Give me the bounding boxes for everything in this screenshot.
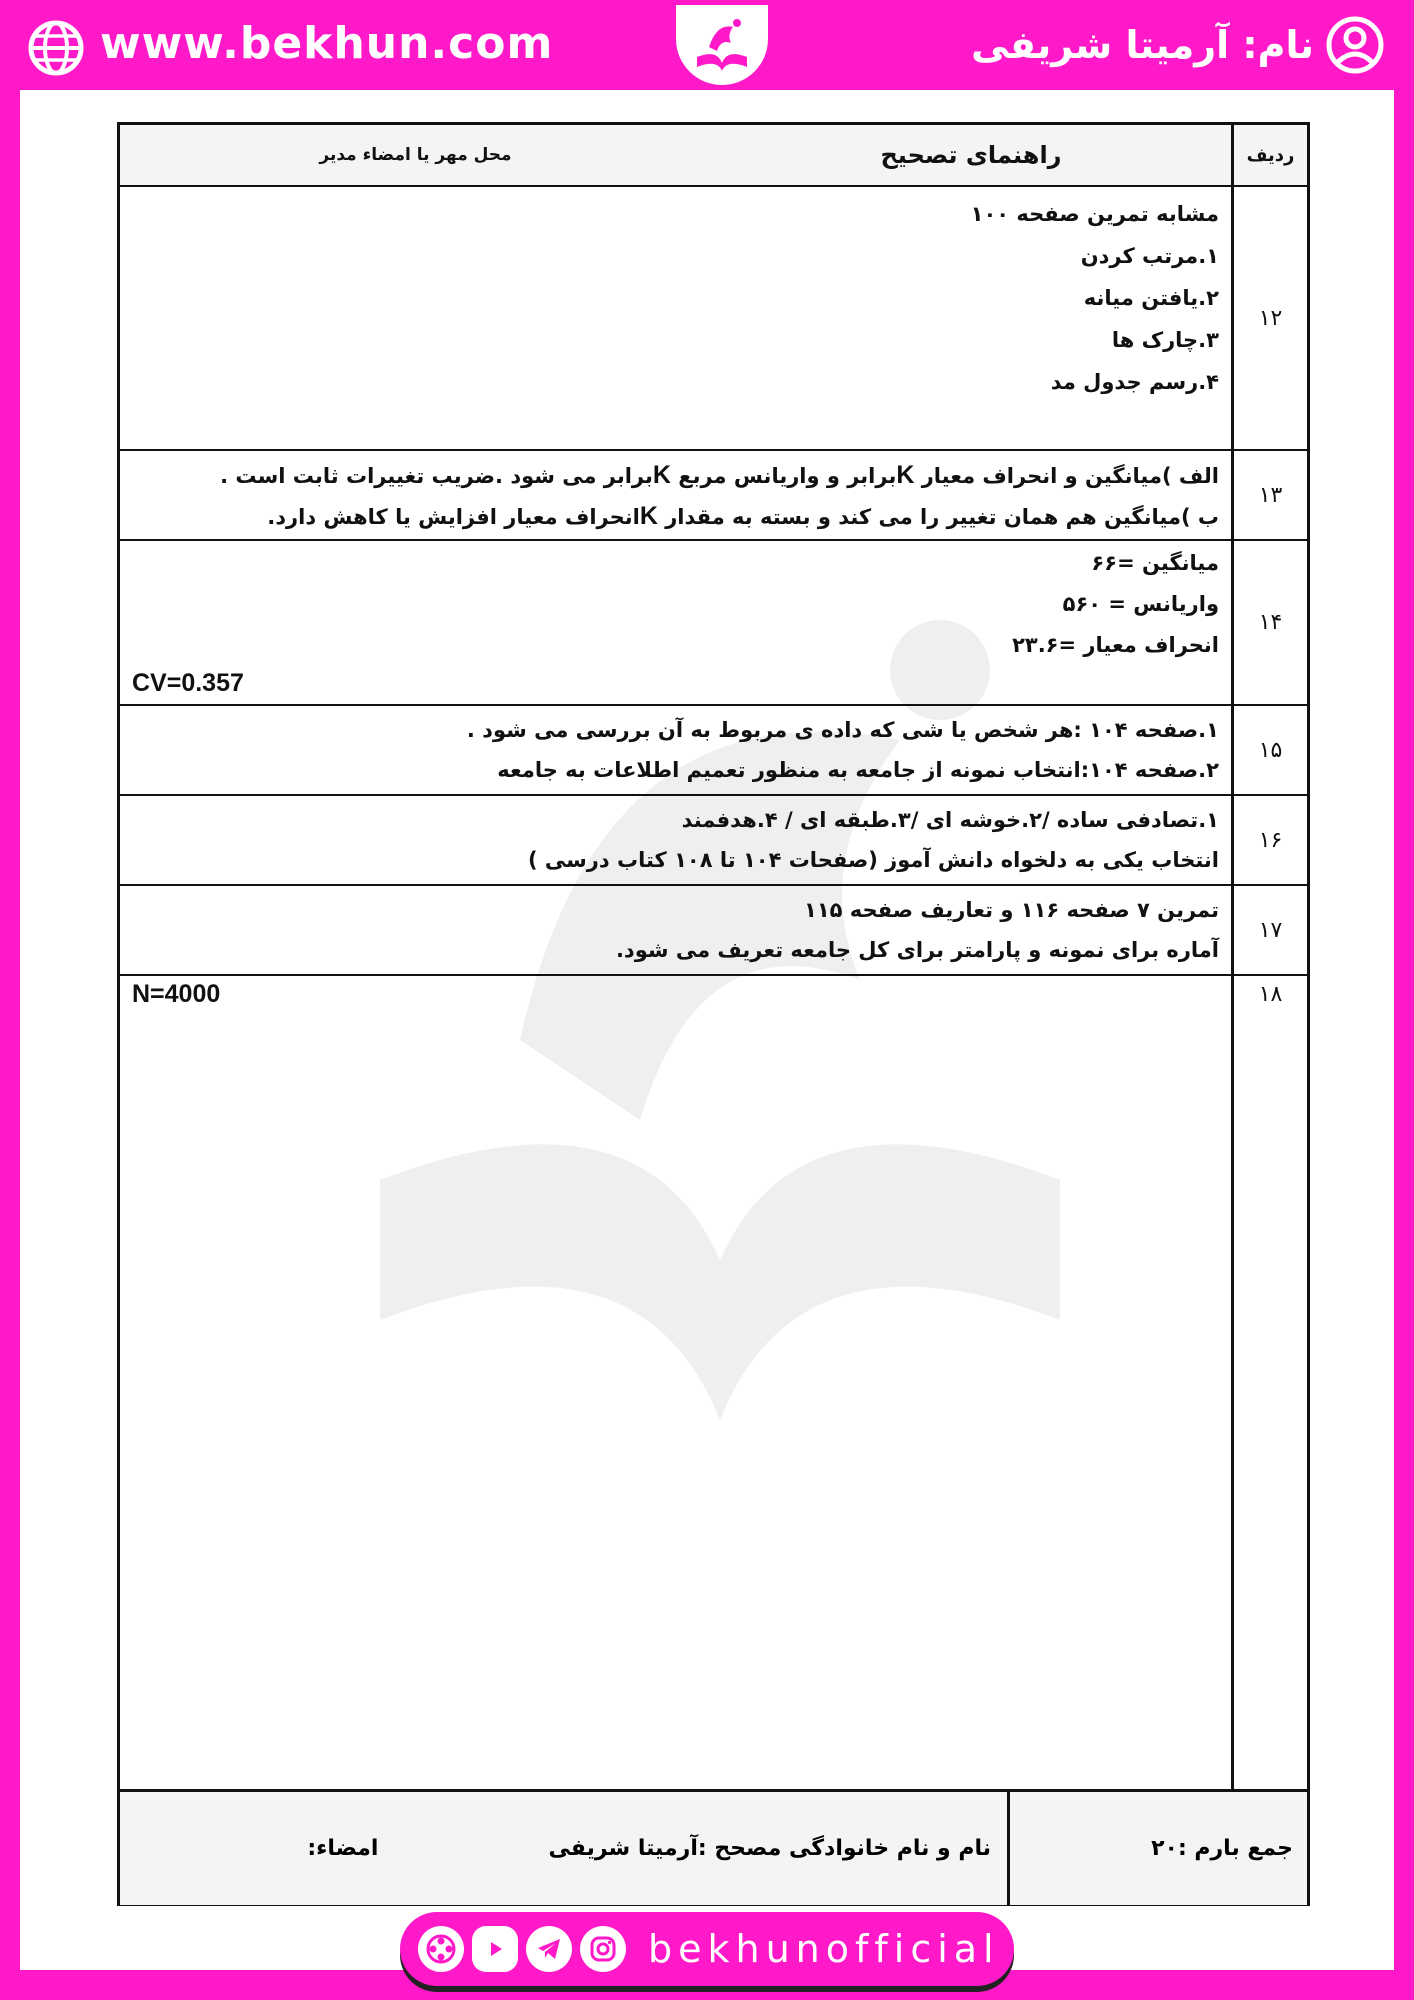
answer-line: ۱.تصادفی ساده /۲.خوشه ای /۳.طبقه ای / ۴.هدفمند: [681, 808, 1219, 832]
globe-icon: [28, 20, 84, 76]
row-number: ۱۴: [1231, 541, 1307, 704]
table-row: [120, 886, 1307, 976]
aparat-icon[interactable]: [418, 1926, 464, 1972]
answer-line: انتخاب یکی به دلخواه دانش آموز (صفحات ۱۰۴ تا ۱۰۸ کتاب درسی ): [528, 848, 1219, 872]
table-header: [120, 125, 1307, 187]
answer-line: الف )میانگین و انحراف معیار Kبرابر و واریانس مربع Kبرابر می شود .ضریب تغییرات ثابت است .: [220, 461, 1219, 489]
instagram-icon[interactable]: [580, 1926, 626, 1972]
row-number: ۱۲: [1231, 187, 1307, 449]
answer-line: انحراف معیار =۲۳.۶: [1012, 633, 1219, 657]
answer-line: ۲.یافتن میانه: [1083, 286, 1219, 310]
user-avatar-icon: [1326, 16, 1384, 74]
row-answer: [120, 451, 1231, 539]
row-number: ۱۵: [1231, 706, 1307, 794]
total-score: جمع بارم :۲۰: [1007, 1792, 1307, 1905]
table-row: [120, 706, 1307, 796]
site-url[interactable]: www.bekhun.com: [100, 18, 554, 69]
column-title-header: راهنمای تصحیح: [880, 141, 1062, 169]
row-answer: [120, 886, 1231, 974]
telegram-icon[interactable]: [526, 1926, 572, 1972]
answer-line: ۳.چارک ها: [1111, 328, 1219, 352]
table-row: [120, 541, 1307, 706]
social-bar: [400, 1912, 1014, 1986]
row-answer: [120, 976, 1231, 1789]
answer-line: تمرین ۷ صفحه ۱۱۶ و تعاریف صفحه ۱۱۵: [804, 898, 1219, 922]
column-row-header: ردیف: [1231, 125, 1307, 185]
answer-line: ب )میانگین هم همان تغییر را می کند و بسته به مقدار Kانحراف معیار افزایش یا کاهش دارد.: [267, 502, 1219, 530]
table-row: [120, 796, 1307, 886]
row-number: ۱۸: [1231, 976, 1307, 1789]
answer-line: آماره برای نمونه و پارامتر برای کل جامعه تعریف می شود.: [615, 938, 1219, 962]
youtube-icon[interactable]: [472, 1926, 518, 1972]
signature-label: امضاء:: [307, 1836, 379, 1861]
name-label: نام: آرمیتا شریفی: [971, 23, 1314, 67]
social-handle[interactable]: bekhunofficial: [648, 1927, 1000, 1971]
table-row: [120, 976, 1307, 1792]
answer-line: مشابه تمرین صفحه ۱۰۰: [970, 202, 1219, 226]
grader-name: نام و نام خانوادگی مصحح :آرمیتا شریفی: [548, 1836, 991, 1861]
row-answer: [120, 187, 1231, 449]
table-row: [120, 187, 1307, 451]
page-header: [0, 0, 1414, 90]
column-sign-header: محل مهر یا امضاء مدیر: [319, 145, 512, 165]
answer-line: ۲.صفحه ۱۰۴:انتخاب نمونه از جامعه به منظور تعمیم اطلاعات به جامعه: [497, 758, 1219, 782]
answer-line: ۱.صفحه ۱۰۴ :هر شخص یا شی که داده ی مربوط به آن بررسی می شود .: [466, 718, 1219, 742]
row-answer: [120, 706, 1231, 794]
book-logo-icon: [687, 13, 757, 77]
answer-key-table: [117, 122, 1310, 1906]
row-answer: [120, 796, 1231, 884]
table-row: [120, 451, 1307, 541]
row-number: ۱۶: [1231, 796, 1307, 884]
answer-line: N=4000: [132, 980, 221, 1008]
answer-line: ۴.رسم جدول مد: [1050, 370, 1219, 394]
row-number: ۱۷: [1231, 886, 1307, 974]
row-answer: [120, 541, 1231, 704]
student-name: [971, 16, 1384, 74]
table-footer: [120, 1792, 1307, 1905]
answer-line: ۱.مرتب کردن: [1080, 244, 1219, 268]
brand-logo: [662, 0, 782, 90]
row-number: ۱۳: [1231, 451, 1307, 539]
answer-line: میانگین =۶۶: [1091, 551, 1219, 575]
cv-value: CV=0.357: [132, 669, 244, 697]
answer-line: واریانس = ۵۶۰: [1062, 592, 1219, 616]
